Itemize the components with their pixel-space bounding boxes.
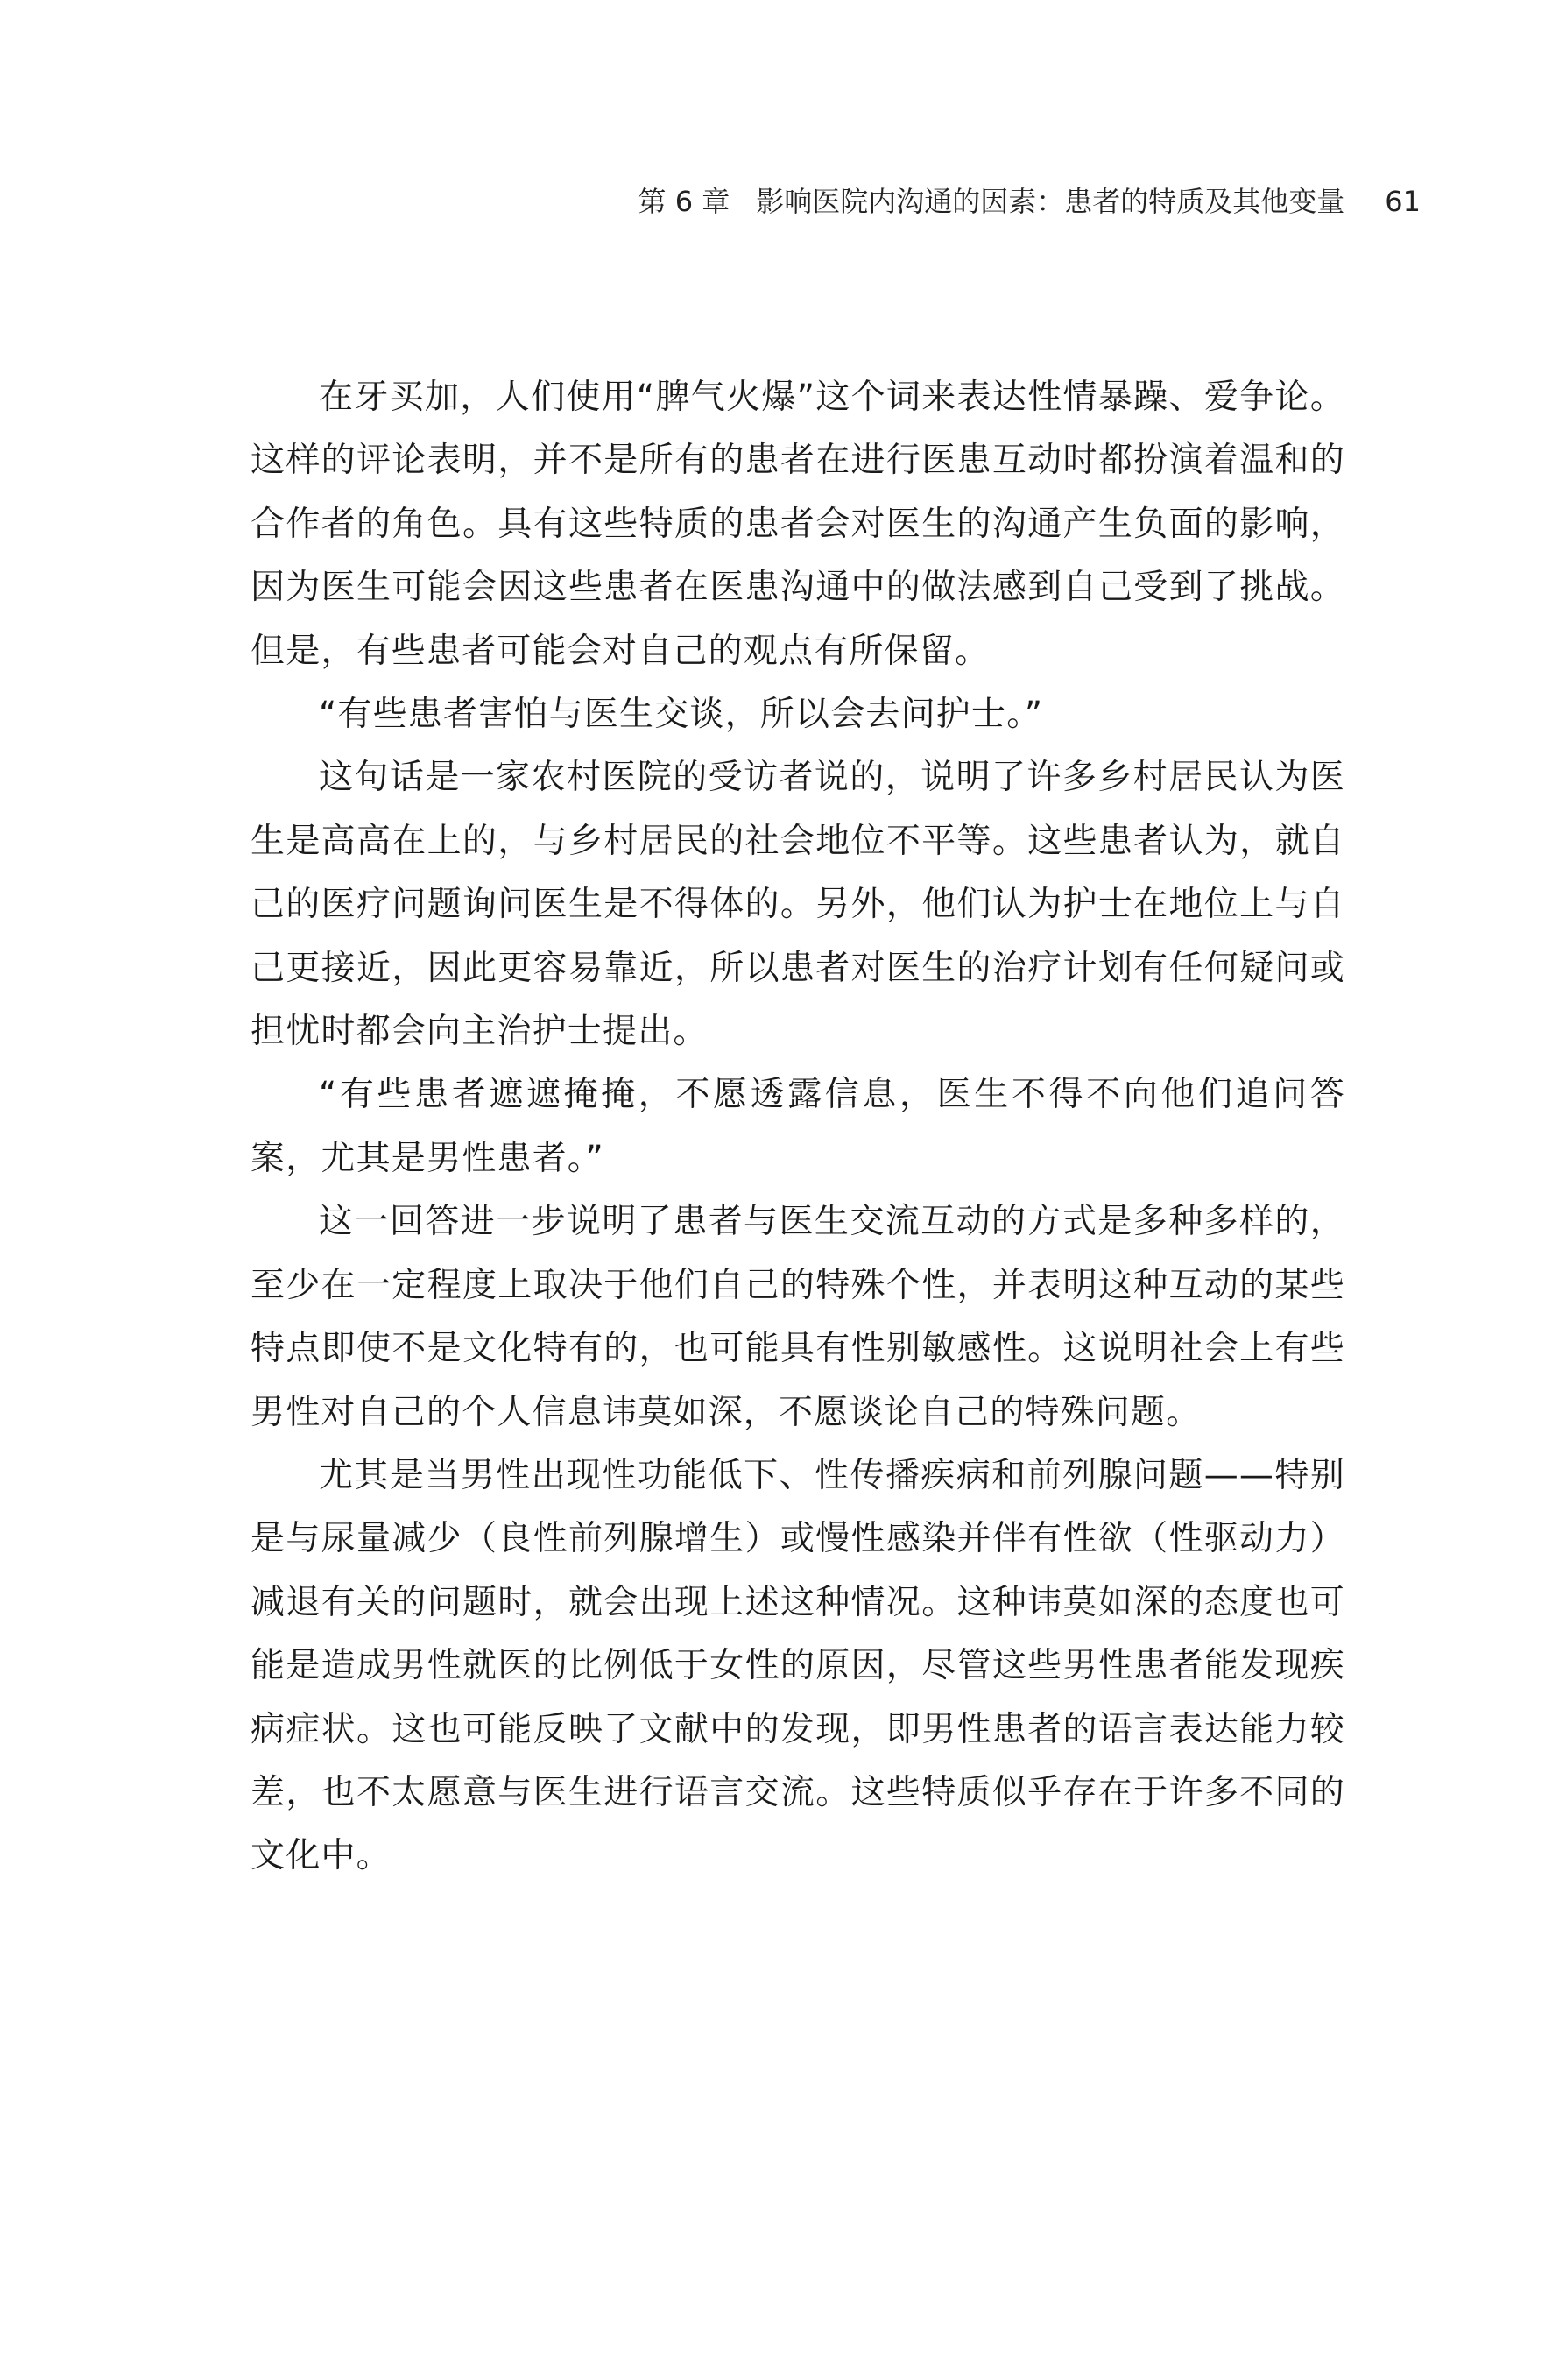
chapter-title: 影响医院内沟通的因素：患者的特质及其他变量 — [756, 185, 1345, 218]
paragraph-quote: “有些患者遮遮掩掩，不愿透露信息，医生不得不向他们追问答案，尤其是男性患者。” — [250, 1075, 1345, 1178]
running-header — [638, 180, 1421, 222]
paragraph: 在牙买加，人们使用“脾气火爆”这个词来表达性情暴躁、爱争论。这样的评论表明，并不是所有的患者在进行医患互动时都扮演着温和的合作者的角色。具有这些特质的患者会对医生的沟通产生负面的影响，因为医生可能会因这些患者在医患沟通中的做法感到自己受到了挑战。但是，有些患者可能会对自己的观点有所保留。 — [250, 378, 1345, 671]
paragraph: 尤其是当男性出现性功能低下、性传播疾病和前列腺问题——特别是与尿量减少（良性前列腺增生）或慢性感染并伴有性欲（性驱动力）减退有关的问题时，就会出现上述这种情况。这种讳莫如深的态度也可能是造成男性就医的比例低于女性的原因，尽管这些男性患者能发现疾病症状。这也可能反映了文献中的发现，即男性患者的语言表达能力较差，也不太愿意与医生进行语言交流。这些特质似乎存在于许多不同的文化中。 — [250, 1455, 1345, 1876]
page-number: 61 — [1385, 185, 1421, 218]
paragraph-quote: “有些患者害怕与医生交谈，所以会去问护士。” — [319, 695, 1044, 735]
paragraph: 这句话是一家农村医院的受访者说的，说明了许多乡村居民认为医生是高高在上的，与乡村居民的社会地位不平等。这些患者认为，就自己的医疗问题询问医生是不得体的。另外，他们认为护士在地位上与自己更接近，因此更容易靠近，所以患者对医生的治疗计划有任何疑问或担忧时都会向主治护士提出。 — [250, 758, 1345, 1052]
paragraph: 这一回答进一步说明了患者与医生交流互动的方式是多种多样的，至少在一定程度上取决于他们自己的特殊个性，并表明这种互动的某些特点即使不是文化特有的，也可能具有性别敏感性。这说明社会上有些男性对自己的个人信息讳莫如深，不愿谈论自己的特殊问题。 — [250, 1202, 1345, 1432]
body-text — [250, 366, 1345, 1889]
chapter-label: 第 6 章 — [638, 185, 730, 218]
